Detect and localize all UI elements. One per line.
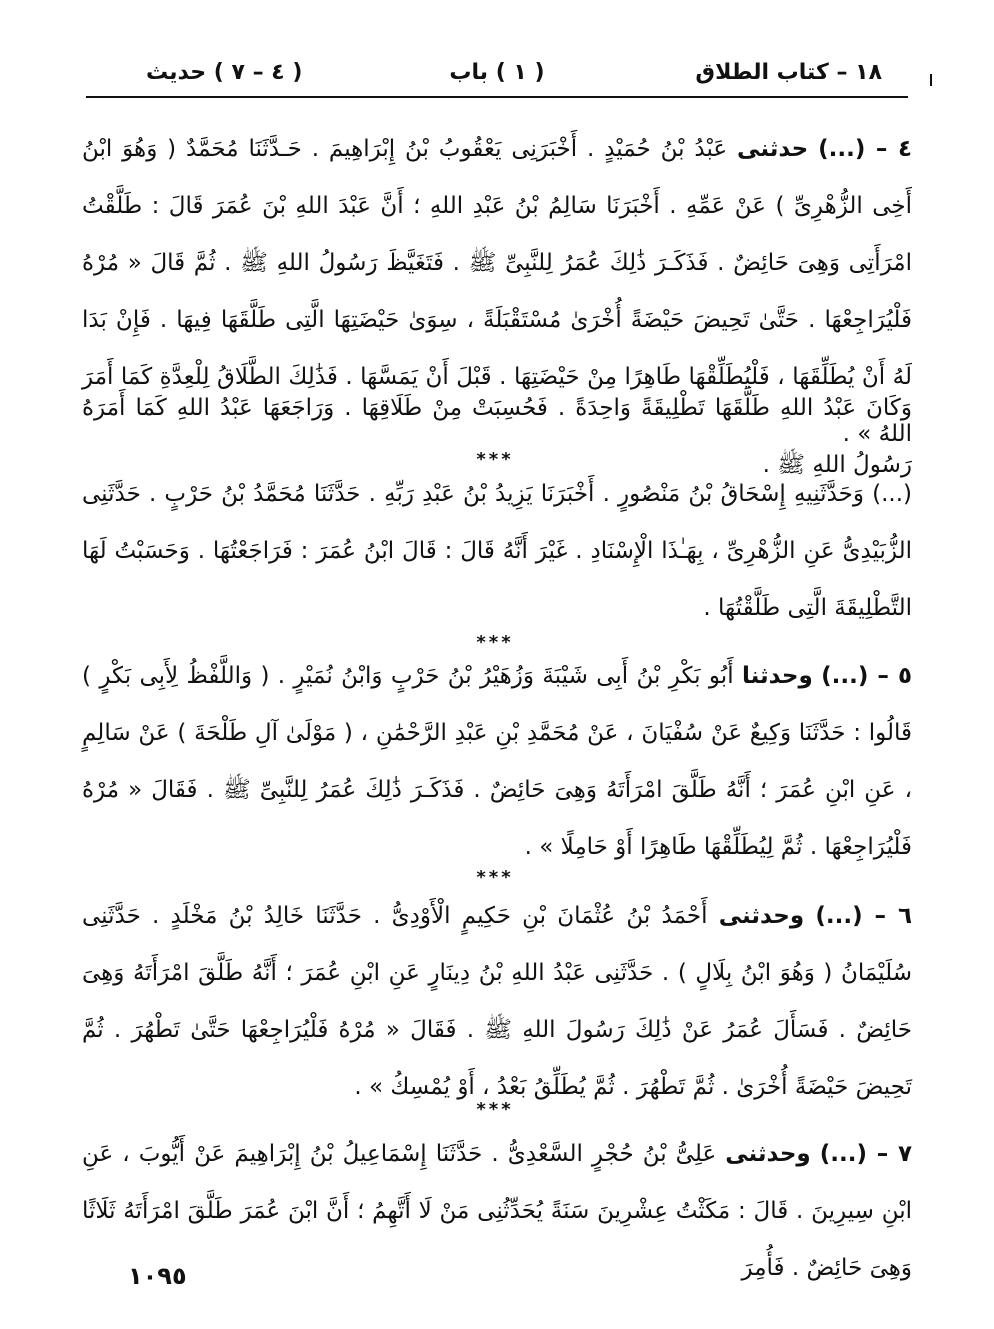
hadith-opening: حدثنى [737, 136, 809, 162]
separator-stars: *** [476, 632, 514, 653]
hadith-text: أَحْمَدُ بْنُ عُثْمَانَ بْنِ حَكِيمٍ الْأَوْدِىُّ . حَدَّثَنَا خَالِدُ بْنُ مَخْلَدٍ . حَدَّثَنِى سُلَيْمَانُ ( وَهُوَ ابْنُ بِلَالٍ ) . حَدَّثَنِى عَبْدُ اللهِ بْنُ دِينَارٍ عَنِ ابْنِ عُمَرَ ؛ أَنَّهُ طَلَّقَ امْرَأَتَهُ وَهِىَ حَائِضٌ . فَسَأَلَ عُمَرُ عَنْ ذَٰلِكَ رَسُولَ اللهِ ﷺ . فَقَالَ « مُرْهُ فَلْيُرَاجِعْهَا حَتَّىٰ تَطْهُرَ . ثُمَّ تَحِيضَ حَيْضَةً أُخْرَىٰ . ثُمَّ تَطْهُرَ . ثُمَّ يُطَلِّقُ بَعْدُ ، أَوْ يُمْسِكُ » . [82, 903, 912, 1100]
margin-mark [930, 74, 932, 86]
hadith-6 [82, 888, 913, 1120]
hadith-opening: وحدثنى [718, 903, 805, 929]
page-number: ١٠٩٥ [128, 1262, 187, 1290]
hadith-number: ٤ – (...) [818, 136, 913, 162]
separator-stars: *** [476, 1099, 514, 1120]
hadith-4-variant [82, 466, 912, 637]
hadith-opening: وحدثنا [741, 663, 813, 689]
separator-stars: *** [476, 867, 514, 888]
hadith-note-text: وَكَانَ عَبْدُ اللهِ طَلَّقَهَا تَطْلِيقَةً وَاحِدَةً . فَحُسِبَتْ مِنْ طَلَاقِهَا . وَرَاجَعَهَا عَبْدُ اللهِ كَمَا أَمَرَهُ رَسُولُ اللهِ ﷺ . [82, 395, 912, 478]
hadith-text: عَلِىُّ بْنُ حُجْرٍ السَّعْدِىُّ . حَدَّثَنَا إِسْمَاعِيلُ بْنُ إِبْرَاهِيمَ عَنْ أَيُّوبَ ، عَنِ ابْنِ سِيرِينَ . قَالَ : مَكَثْتُ عِشْرِينَ سَنَةً يُحَدِّثُنِى مَنْ لَا أَتَّهِمُ ؛ أَنَّ ابْنَ عُمَرَ طَلَّقَ امْرَأَتَهُ ثَلَاثًا وَهِىَ حَائِضٌ . فَأُمِرَ [82, 1141, 912, 1281]
hadith-number: ٧ – (...) [819, 1141, 912, 1167]
hadith-text: أَبُو بَكْرِ بْنُ أَبِى شَيْبَةَ وَزُهَيْرُ بْنُ حَرْبٍ وَابْنُ نُمَيْرٍ . ( وَاللَّفْظُ لِأَبِى بَكْرٍ ) قَالُوا : حَدَّثَنَا وَكِيعٌ عَنْ سُفْيَانَ ، عَنْ مُحَمَّدِ بْنِ عَبْدِ الرَّحْمَٰنِ ، ( مَوْلَىٰ آلِ طَلْحَةَ ) عَنْ سَالِمٍ ، عَنِ ابْنِ عُمَرَ ؛ أَنَّهُ طَلَّقَ امْرَأَتَهُ وَهِىَ حَائِضٌ . فَذَكَـرَ ذَٰلِكَ عُمَرُ لِلنَّبِىِّ ﷺ . فَقَالَ « مُرْهُ فَلْيُرَاجِعْهَا . ثُمَّ لِيُطَلِّقْهَا طَاهِرًا أَوْ حَامِلًا » . [82, 663, 912, 860]
hadith-7 [82, 1126, 912, 1297]
hadith-text: (...) وَحَدَّثَنِيهِ إِسْحَاقُ بْنُ مَنْصُورٍ . أَخْبَرَنَا يَزِيدُ بْنُ عَبْدِ رَبِّهِ . حَدَّثَنَا مُحَمَّدُ بْنُ حَرْبٍ . حَدَّثَنِى الزُّبَيْدِىُّ عَنِ الزُّهْرِىِّ ، بِهَـٰذَا الْإِسْنَادِ . غَيْرَ أَنَّهُ قَالَ : قَالَ ابْنُ عُمَرَ : فَرَاجَعْتُهَا . وَحَسَبْتُ لَهَا التَّطْلِيقَةَ الَّتِى طَلَّقْتُهَا . [82, 481, 912, 621]
hadith-opening: وحدثنى [725, 1141, 811, 1167]
running-header [86, 52, 908, 98]
separator-stars: *** [476, 449, 514, 470]
header-book-title: ١٨ – كتاب الطلاق [695, 60, 882, 85]
hadith-text: عَبْدُ بْنُ حُمَيْدٍ . أَخْبَرَنِى يَعْقُوبُ بْنُ إِبْرَاهِيمَ . حَـدَّثَنَا مُحَمَّدٌ ( وَهُوَ ابْنُ أَخِى الزُّهْرِىِّ ) عَنْ عَمِّهِ . أَخْبَرَنَا سَالِمُ بْنُ عَبْدِ اللهِ ؛ أَنَّ عَبْدَ اللهِ بْنَ عُمَرَ قَالَ : طَلَّقْتُ امْرَأَتِى وَهِىَ حَائِضٌ . فَذَكَـرَ ذَٰلِكَ عُمَرُ لِلنَّبِىِّ ﷺ . فَتَغَيَّظَ رَسُولُ اللهِ ﷺ . ثُمَّ قَالَ « مُرْهُ فَلْيُرَاجِعْهَا . حَتَّىٰ تَحِيضَ حَيْضَةً أُخْرَىٰ مُسْتَقْبَلَةً ، سِوَىٰ حَيْضَتِهَا الَّتِى طَلَّقَهَا فِيهَا . فَإِنْ بَدَا لَهُ أَنْ يُطَلِّقَهَا ، فَلْيُطَلِّقْهَا طَاهِرًا مِنْ حَيْضَتِهَا . قَبْلَ أَنْ يَمَسَّهَا . فَذَٰلِكَ الطَّلَاقُ لِلْعِدَّةِ كَمَا أَمَرَ اللهُ » . [82, 136, 912, 447]
header-hadith-range: ( ٤ – ٧ ) حديث [146, 60, 303, 85]
hadith-5 [82, 648, 912, 876]
hadith-number: ٦ – (...) [815, 903, 913, 929]
header-chapter: ( ١ ) باب [449, 60, 545, 85]
hadith-number: ٥ – (...) [821, 663, 913, 689]
